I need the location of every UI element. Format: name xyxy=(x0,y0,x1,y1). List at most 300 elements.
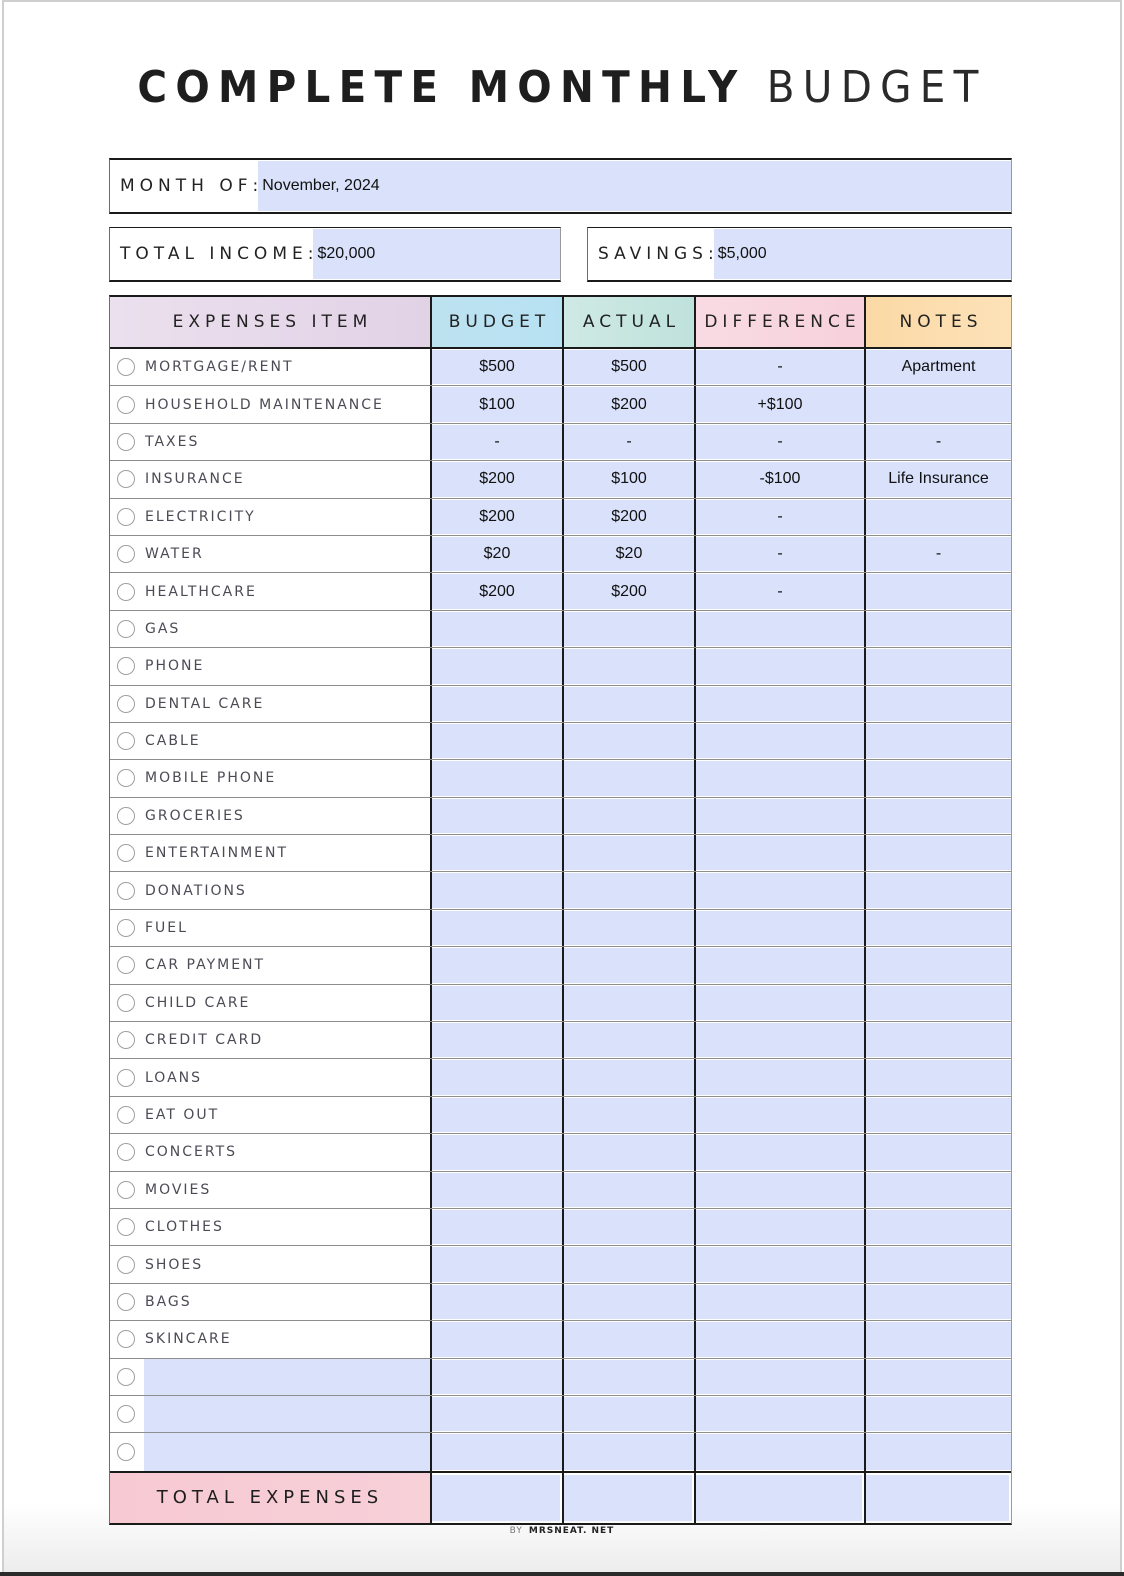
difference-input[interactable]: - xyxy=(696,574,864,608)
difference-input[interactable]: - xyxy=(696,500,864,534)
checkbox-circle-icon[interactable] xyxy=(117,807,135,825)
actual-cell xyxy=(562,1059,694,1095)
difference-input[interactable] xyxy=(696,1360,864,1394)
budget-cell xyxy=(430,835,562,871)
actual-cell xyxy=(562,461,694,497)
actual-input[interactable]: $100 xyxy=(564,462,694,496)
notes-input[interactable] xyxy=(866,574,1011,608)
actual-input[interactable]: - xyxy=(564,425,694,459)
actual-input[interactable] xyxy=(564,761,694,795)
expense-item-label: GROCERIES xyxy=(145,807,245,824)
notes-cell xyxy=(864,386,1011,422)
actual-input[interactable] xyxy=(564,1173,694,1207)
budget-cell xyxy=(430,461,562,497)
notes-input[interactable] xyxy=(866,1247,1011,1281)
custom-item-cell xyxy=(110,1396,430,1432)
actual-input[interactable] xyxy=(564,1434,694,1469)
custom-item-input[interactable] xyxy=(144,1359,430,1395)
notes-input[interactable] xyxy=(866,948,1011,982)
difference-input[interactable] xyxy=(696,612,864,646)
checkbox-circle-icon[interactable] xyxy=(117,358,135,376)
difference-input[interactable] xyxy=(696,1210,864,1244)
notes-cell xyxy=(864,1097,1011,1133)
notes-input[interactable] xyxy=(866,1322,1011,1356)
notes-input[interactable] xyxy=(866,1210,1011,1244)
table-row xyxy=(110,461,1011,498)
custom-item-cell xyxy=(110,1433,430,1470)
budget-input[interactable] xyxy=(432,724,562,758)
difference-cell xyxy=(694,573,864,609)
footer-by: BY xyxy=(509,1526,523,1536)
budget-input[interactable] xyxy=(432,612,562,646)
savings-field xyxy=(587,227,1012,282)
difference-input[interactable] xyxy=(696,649,864,683)
expense-item-cell xyxy=(110,1097,430,1133)
actual-input[interactable]: $200 xyxy=(564,574,694,608)
budget-input[interactable]: $200 xyxy=(432,462,562,496)
notes-cell xyxy=(864,1059,1011,1095)
checkbox-circle-icon[interactable] xyxy=(117,508,135,526)
total-income-label: TOTAL INCOME : xyxy=(120,244,314,264)
actual-input[interactable] xyxy=(564,1060,694,1094)
expense-item-label: GAS xyxy=(145,620,181,637)
notes-cell xyxy=(864,1172,1011,1208)
budget-cell xyxy=(430,1396,562,1432)
difference-input[interactable] xyxy=(696,724,864,758)
budget-input[interactable] xyxy=(432,836,562,870)
difference-cell xyxy=(694,611,864,647)
checkbox-circle-icon[interactable] xyxy=(117,1031,135,1049)
notes-cell xyxy=(864,985,1011,1021)
notes-input[interactable] xyxy=(866,1285,1011,1319)
notes-input[interactable] xyxy=(866,986,1011,1020)
custom-item-cell xyxy=(110,1359,430,1395)
difference-input[interactable] xyxy=(696,1397,864,1431)
difference-input[interactable]: - xyxy=(696,350,864,384)
expense-item-label: FUEL xyxy=(145,920,188,937)
budget-input[interactable] xyxy=(432,1360,562,1394)
expense-item-label: CABLE xyxy=(145,733,201,750)
checkbox-circle-icon[interactable] xyxy=(117,882,135,900)
notes-input[interactable] xyxy=(866,799,1011,833)
expense-item-label: CHILD CARE xyxy=(145,994,251,1011)
actual-input[interactable] xyxy=(564,649,694,683)
budget-input[interactable] xyxy=(432,911,562,945)
checkbox-circle-icon[interactable] xyxy=(117,1368,135,1386)
actual-cell xyxy=(562,1433,694,1470)
expense-item-cell xyxy=(110,1134,430,1170)
notes-input[interactable] xyxy=(866,1434,1011,1469)
expenses-table xyxy=(109,295,1012,1525)
difference-cell xyxy=(694,424,864,460)
notes-cell xyxy=(864,1433,1011,1470)
total-notes-cell xyxy=(864,1473,1011,1523)
total-notes-input[interactable] xyxy=(866,1475,1009,1521)
expense-item-cell xyxy=(110,798,430,834)
bottom-edge xyxy=(0,1572,1124,1576)
notes-input[interactable] xyxy=(866,1023,1011,1057)
checkbox-circle-icon[interactable] xyxy=(117,844,135,862)
checkbox-circle-icon[interactable] xyxy=(117,1218,135,1236)
table-row xyxy=(110,611,1011,648)
expense-item-cell xyxy=(110,872,430,908)
total-income-input[interactable]: $20,000 xyxy=(313,229,560,279)
checkbox-circle-icon[interactable] xyxy=(117,1069,135,1087)
actual-cell xyxy=(562,1359,694,1395)
notes-cell xyxy=(864,723,1011,759)
notes-input[interactable] xyxy=(866,1135,1011,1169)
difference-input[interactable] xyxy=(696,911,864,945)
difference-input[interactable] xyxy=(696,1173,864,1207)
total-difference-cell xyxy=(694,1473,864,1523)
notes-cell xyxy=(864,910,1011,946)
actual-cell xyxy=(562,798,694,834)
actual-cell xyxy=(562,1246,694,1282)
difference-cell xyxy=(694,1433,864,1470)
budget-input[interactable] xyxy=(432,1098,562,1132)
budget-cell xyxy=(430,1359,562,1395)
checkbox-circle-icon[interactable] xyxy=(117,732,135,750)
footer-site: MRSNEAT. NET xyxy=(528,1526,615,1536)
notes-cell xyxy=(864,1134,1011,1170)
expense-item-label: INSURANCE xyxy=(145,471,245,488)
notes-cell xyxy=(864,835,1011,871)
actual-cell xyxy=(562,1284,694,1320)
actual-cell xyxy=(562,985,694,1021)
table-header xyxy=(110,297,1011,349)
difference-input[interactable] xyxy=(696,1098,864,1132)
checkbox-circle-icon[interactable] xyxy=(117,657,135,675)
notes-input[interactable] xyxy=(866,612,1011,646)
actual-cell xyxy=(562,1022,694,1058)
difference-input[interactable]: -$100 xyxy=(696,462,864,496)
total-budget-input[interactable] xyxy=(432,1475,560,1521)
savings-input[interactable]: $5,000 xyxy=(714,229,1011,279)
budget-input[interactable] xyxy=(432,1023,562,1057)
actual-input[interactable] xyxy=(564,1023,694,1057)
notes-input[interactable] xyxy=(866,649,1011,683)
table-row xyxy=(110,798,1011,835)
actual-input[interactable] xyxy=(564,1322,694,1356)
actual-cell xyxy=(562,1097,694,1133)
checkbox-circle-icon[interactable] xyxy=(117,994,135,1012)
expense-item-cell xyxy=(110,499,430,535)
notes-input[interactable] xyxy=(866,873,1011,907)
checkbox-circle-icon[interactable] xyxy=(117,1256,135,1274)
notes-input[interactable]: Apartment xyxy=(866,350,1011,384)
difference-cell xyxy=(694,349,864,385)
difference-cell xyxy=(694,947,864,983)
checkbox-circle-icon[interactable] xyxy=(117,919,135,937)
difference-cell xyxy=(694,1396,864,1432)
expense-item-label: BAGS xyxy=(145,1293,192,1310)
budget-cell xyxy=(430,386,562,422)
actual-input[interactable] xyxy=(564,836,694,870)
expense-item-label: CLOTHES xyxy=(145,1219,224,1236)
actual-input[interactable] xyxy=(564,948,694,982)
notes-cell xyxy=(864,1246,1011,1282)
difference-input[interactable] xyxy=(696,1247,864,1281)
checkbox-circle-icon[interactable] xyxy=(117,470,135,488)
notes-cell xyxy=(864,1022,1011,1058)
month-of-label: MONTH OF : xyxy=(120,176,259,196)
expense-item-cell xyxy=(110,985,430,1021)
notes-cell xyxy=(864,947,1011,983)
difference-input[interactable] xyxy=(696,1135,864,1169)
difference-cell xyxy=(694,686,864,722)
actual-input[interactable]: $200 xyxy=(564,500,694,534)
actual-input[interactable] xyxy=(564,724,694,758)
table-row xyxy=(110,1097,1011,1134)
total-expenses-row xyxy=(110,1471,1011,1523)
difference-input[interactable] xyxy=(696,1434,864,1469)
custom-item-input[interactable] xyxy=(144,1433,430,1470)
difference-input[interactable]: - xyxy=(696,537,864,571)
table-row xyxy=(110,1209,1011,1246)
title-light: BUDGET xyxy=(766,62,987,113)
expense-item-label: LOANS xyxy=(145,1069,203,1086)
budget-cell xyxy=(430,1246,562,1282)
difference-input[interactable]: +$100 xyxy=(696,387,864,421)
page-title xyxy=(45,58,1079,118)
checkbox-circle-icon[interactable] xyxy=(117,545,135,563)
budget-input[interactable] xyxy=(432,948,562,982)
notes-input[interactable] xyxy=(866,911,1011,945)
notes-input[interactable]: - xyxy=(866,425,1011,459)
checkbox-circle-icon[interactable] xyxy=(117,1405,135,1423)
budget-input[interactable] xyxy=(432,1135,562,1169)
table-row xyxy=(110,985,1011,1022)
table-row xyxy=(110,1134,1011,1171)
difference-cell xyxy=(694,1359,864,1395)
expense-item-cell xyxy=(110,349,430,385)
difference-input[interactable] xyxy=(696,948,864,982)
notes-input[interactable] xyxy=(866,1360,1011,1394)
budget-input[interactable] xyxy=(432,986,562,1020)
actual-cell xyxy=(562,648,694,684)
table-row xyxy=(110,835,1011,872)
difference-cell xyxy=(694,1022,864,1058)
total-actual-input[interactable] xyxy=(564,1475,692,1521)
budget-cell xyxy=(430,1022,562,1058)
budget-cell xyxy=(430,1097,562,1133)
header-notes: NOTES xyxy=(864,297,1011,347)
budget-input[interactable]: - xyxy=(432,425,562,459)
notes-cell xyxy=(864,349,1011,385)
expense-item-label: EAT OUT xyxy=(145,1107,220,1123)
notes-input[interactable] xyxy=(866,1397,1011,1431)
budget-input[interactable]: $500 xyxy=(432,350,562,384)
notes-input[interactable]: Life Insurance xyxy=(866,462,1011,496)
table-row xyxy=(110,424,1011,461)
checkbox-circle-icon[interactable] xyxy=(117,583,135,601)
custom-table-row xyxy=(110,1359,1011,1396)
budget-input[interactable]: $200 xyxy=(432,500,562,534)
actual-cell xyxy=(562,349,694,385)
notes-cell xyxy=(864,611,1011,647)
table-row xyxy=(110,573,1011,610)
budget-input[interactable] xyxy=(432,1247,562,1281)
checkbox-circle-icon[interactable] xyxy=(117,433,135,451)
notes-cell xyxy=(864,461,1011,497)
expense-item-cell xyxy=(110,1284,430,1320)
expense-item-label: CONCERTS xyxy=(145,1144,238,1161)
actual-cell xyxy=(562,686,694,722)
checkbox-circle-icon[interactable] xyxy=(117,769,135,787)
actual-input[interactable] xyxy=(564,687,694,721)
expense-item-label: HEALTHCARE xyxy=(145,583,257,600)
notes-input[interactable]: - xyxy=(866,537,1011,571)
expense-item-label: CREDIT CARD xyxy=(145,1032,264,1049)
difference-cell xyxy=(694,798,864,834)
actual-input[interactable]: $500 xyxy=(564,350,694,384)
budget-cell xyxy=(430,798,562,834)
difference-input[interactable] xyxy=(696,1060,864,1094)
budget-input[interactable] xyxy=(432,1397,562,1431)
difference-cell xyxy=(694,1284,864,1320)
difference-cell xyxy=(694,910,864,946)
actual-input[interactable] xyxy=(564,612,694,646)
budget-input[interactable] xyxy=(432,1210,562,1244)
checkbox-circle-icon[interactable] xyxy=(117,956,135,974)
difference-input[interactable] xyxy=(696,836,864,870)
budget-input[interactable] xyxy=(432,1060,562,1094)
checkbox-circle-icon[interactable] xyxy=(117,1293,135,1311)
table-row xyxy=(110,910,1011,947)
notes-input[interactable] xyxy=(866,387,1011,421)
actual-input[interactable]: $20 xyxy=(564,537,694,571)
difference-input[interactable] xyxy=(696,1322,864,1356)
expense-item-cell xyxy=(110,1209,430,1245)
notes-input[interactable] xyxy=(866,500,1011,534)
budget-input[interactable] xyxy=(432,1322,562,1356)
notes-input[interactable] xyxy=(866,724,1011,758)
difference-input[interactable] xyxy=(696,687,864,721)
actual-input[interactable] xyxy=(564,799,694,833)
table-row xyxy=(110,686,1011,723)
expense-item-label: ENTERTAINMENT xyxy=(145,845,289,862)
footer-credit xyxy=(0,1526,1124,1536)
savings-label: SAVINGS : xyxy=(598,244,714,264)
notes-cell xyxy=(864,573,1011,609)
expense-item-cell xyxy=(110,1246,430,1282)
actual-input[interactable] xyxy=(564,1135,694,1169)
budget-cell xyxy=(430,947,562,983)
budget-input[interactable] xyxy=(432,1173,562,1207)
checkbox-circle-icon[interactable] xyxy=(117,1181,135,1199)
checkbox-circle-icon[interactable] xyxy=(117,1106,135,1124)
difference-input[interactable] xyxy=(696,873,864,907)
notes-cell xyxy=(864,798,1011,834)
difference-cell xyxy=(694,723,864,759)
total-budget-cell xyxy=(430,1473,562,1523)
difference-cell xyxy=(694,536,864,572)
actual-input[interactable] xyxy=(564,1360,694,1394)
budget-cell xyxy=(430,611,562,647)
checkbox-circle-icon[interactable] xyxy=(117,695,135,713)
notes-cell xyxy=(864,1321,1011,1357)
difference-input[interactable] xyxy=(696,761,864,795)
notes-cell xyxy=(864,1396,1011,1432)
budget-input[interactable]: $100 xyxy=(432,387,562,421)
budget-cell xyxy=(430,349,562,385)
budget-input[interactable] xyxy=(432,649,562,683)
actual-cell xyxy=(562,1209,694,1245)
notes-input[interactable] xyxy=(866,761,1011,795)
actual-input[interactable]: $200 xyxy=(564,387,694,421)
header-expenses-item: EXPENSES ITEM xyxy=(110,297,430,347)
budget-input[interactable] xyxy=(432,761,562,795)
actual-input[interactable] xyxy=(564,1210,694,1244)
table-row xyxy=(110,1059,1011,1096)
budget-input[interactable] xyxy=(432,873,562,907)
expense-item-label: DONATIONS xyxy=(145,882,247,899)
table-row xyxy=(110,536,1011,573)
actual-input[interactable] xyxy=(564,1098,694,1132)
table-row xyxy=(110,1246,1011,1283)
actual-input[interactable] xyxy=(564,911,694,945)
budget-cell xyxy=(430,1134,562,1170)
actual-input[interactable] xyxy=(564,1397,694,1431)
notes-cell xyxy=(864,648,1011,684)
actual-input[interactable] xyxy=(564,873,694,907)
budget-cell xyxy=(430,424,562,460)
checkbox-circle-icon[interactable] xyxy=(117,1143,135,1161)
expense-item-cell xyxy=(110,461,430,497)
checkbox-circle-icon[interactable] xyxy=(117,396,135,414)
actual-cell xyxy=(562,386,694,422)
budget-input[interactable] xyxy=(432,687,562,721)
difference-input[interactable] xyxy=(696,1023,864,1057)
budget-input[interactable]: $200 xyxy=(432,574,562,608)
checkbox-circle-icon[interactable] xyxy=(117,620,135,638)
checkbox-circle-icon[interactable] xyxy=(117,1443,135,1461)
expense-item-label: SHOES xyxy=(145,1256,204,1273)
notes-input[interactable] xyxy=(866,1060,1011,1094)
custom-item-input[interactable] xyxy=(144,1396,430,1432)
budget-input[interactable] xyxy=(432,799,562,833)
budget-input[interactable]: $20 xyxy=(432,537,562,571)
actual-input[interactable] xyxy=(564,1285,694,1319)
total-difference-input[interactable] xyxy=(696,1475,862,1521)
difference-input[interactable] xyxy=(696,799,864,833)
difference-cell xyxy=(694,1097,864,1133)
notes-input[interactable] xyxy=(866,836,1011,870)
actual-input[interactable] xyxy=(564,1247,694,1281)
actual-cell xyxy=(562,536,694,572)
expense-item-cell xyxy=(110,386,430,422)
budget-input[interactable] xyxy=(432,1285,562,1319)
month-of-input[interactable]: November, 2024 xyxy=(258,161,1011,211)
expense-item-cell xyxy=(110,1022,430,1058)
actual-input[interactable] xyxy=(564,986,694,1020)
notes-input[interactable] xyxy=(866,1173,1011,1207)
budget-cell xyxy=(430,686,562,722)
month-of-field xyxy=(109,158,1012,214)
header-difference: DIFFERENCE xyxy=(694,297,864,347)
notes-cell xyxy=(864,424,1011,460)
expense-item-label: MOVIES xyxy=(145,1181,212,1198)
notes-input[interactable] xyxy=(866,687,1011,721)
notes-input[interactable] xyxy=(866,1098,1011,1132)
difference-input[interactable] xyxy=(696,986,864,1020)
expense-item-cell xyxy=(110,1172,430,1208)
budget-input[interactable] xyxy=(432,1434,562,1469)
difference-cell xyxy=(694,1172,864,1208)
difference-input[interactable]: - xyxy=(696,425,864,459)
checkbox-circle-icon[interactable] xyxy=(117,1330,135,1348)
difference-input[interactable] xyxy=(696,1285,864,1319)
